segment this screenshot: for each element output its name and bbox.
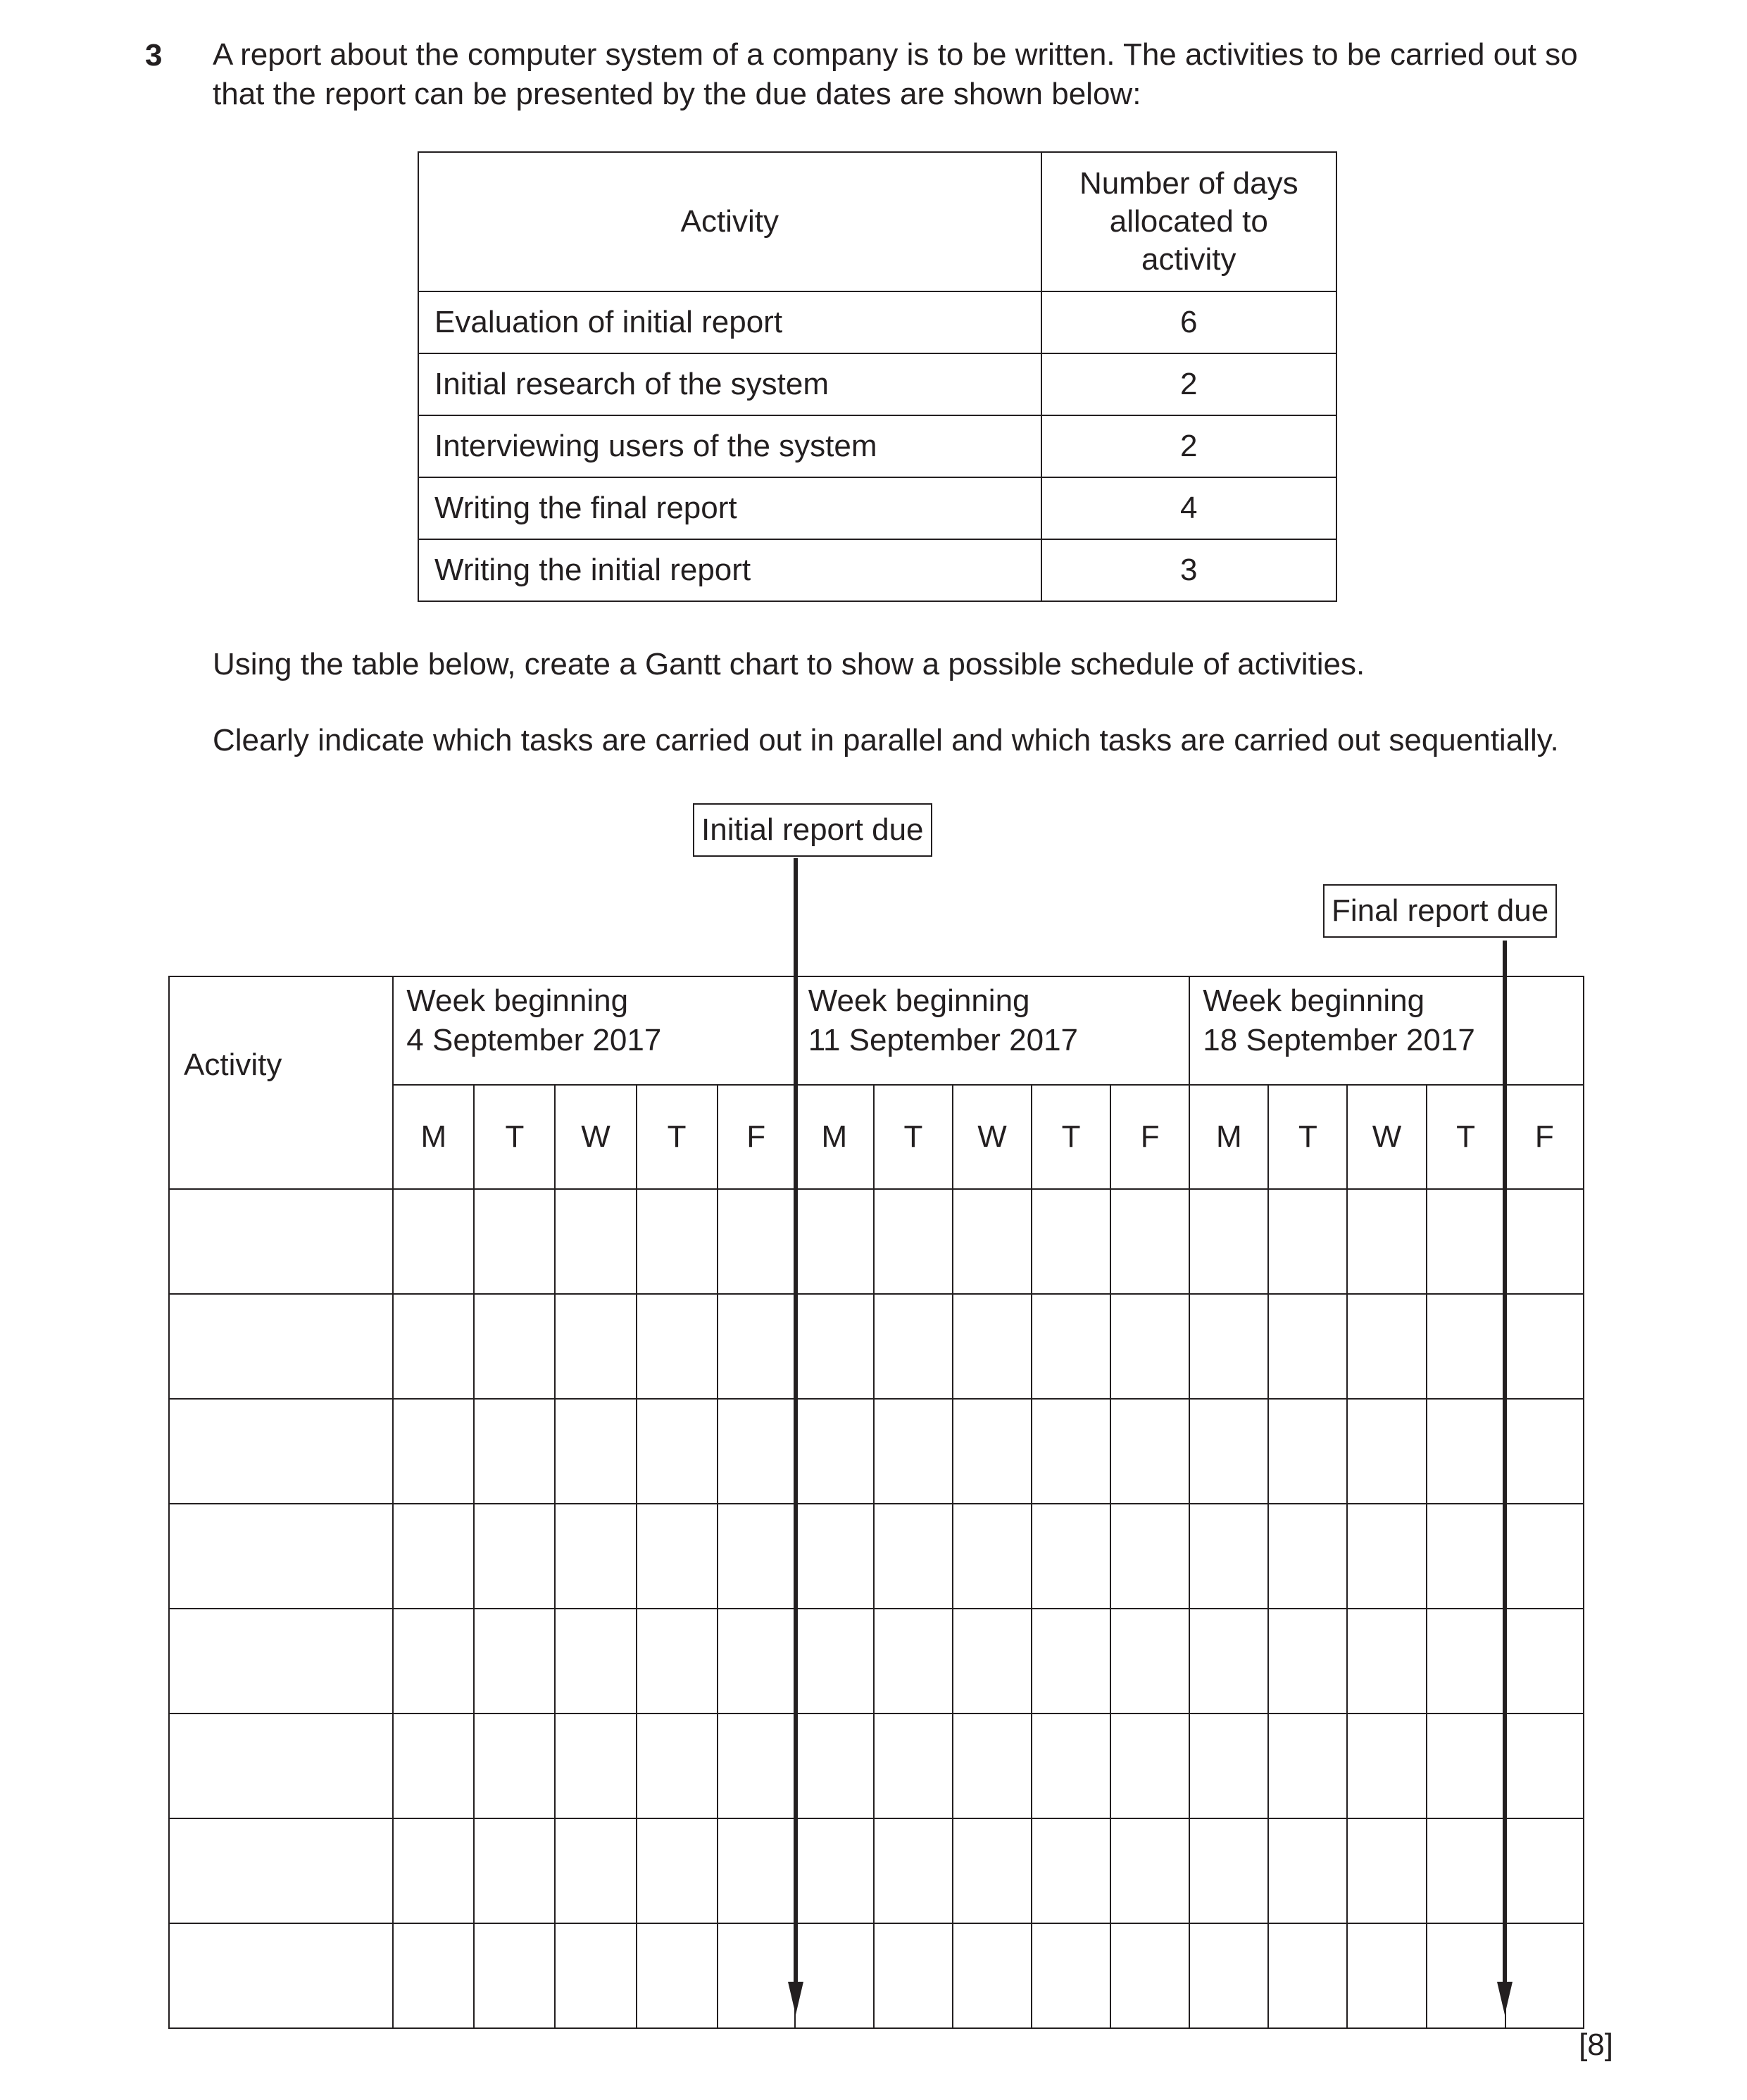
activity-name: Evaluation of initial report [418,291,1041,353]
week-label: Week beginning [406,983,629,1018]
day-header: T [1268,1085,1347,1189]
activity-days: 4 [1041,477,1336,539]
question-number: 3 [145,38,163,73]
activity-name: Writing the final report [418,477,1041,539]
week-label: Week beginning [808,983,1030,1018]
days-header-line-2: allocated to [1109,204,1268,239]
initial-report-due-label: Initial report due [693,803,932,857]
activity-name: Interviewing users of the system [418,415,1041,477]
day-header: M [393,1085,474,1189]
day-header: T [1427,1085,1505,1189]
days-header-line-1: Number of days [1079,166,1298,201]
day-header: F [1110,1085,1189,1189]
activity-days: 2 [1041,415,1336,477]
week-date: 18 September 2017 [1203,1023,1475,1057]
day-header: W [555,1085,636,1189]
instruction-parallel: Clearly indicate which tasks are carried out in parallel and which tasks are carried out sequentially. [213,723,1559,757]
gantt-activity-header: Activity [169,976,393,1189]
day-header: F [718,1085,795,1189]
activity-days: 6 [1041,291,1336,353]
activity-days: 3 [1041,539,1336,601]
day-header: T [474,1085,555,1189]
day-header: M [795,1085,874,1189]
question-intro: A report about the computer system of a company is to be written. The activities to be carried out so that the report can be presented by the due dates are shown below: [213,37,1578,111]
final-report-due-label: Final report due [1323,884,1557,938]
activity-name: Initial research of the system [418,353,1041,415]
instruction-gantt: Using the table below, create a Gantt chart to show a possible schedule of activities. [213,647,1365,681]
activity-days: 2 [1041,353,1336,415]
week-date: 11 September 2017 [808,1023,1079,1057]
day-header: T [874,1085,953,1189]
week-label: Week beginning [1203,983,1425,1018]
day-header: F [1505,1085,1584,1189]
week-date: 4 September 2017 [406,1023,662,1057]
initial-due-arrow [788,858,803,2015]
day-header: W [953,1085,1032,1189]
final-due-arrow [1497,941,1513,2015]
activity-name: Writing the initial report [418,539,1041,601]
day-header: T [637,1085,718,1189]
days-header-line-3: activity [1141,242,1236,277]
activity-column-header: Activity [418,152,1041,291]
day-header: T [1032,1085,1110,1189]
marks-label: [8] [1579,2027,1613,2062]
day-header: W [1347,1085,1426,1189]
day-header: M [1189,1085,1268,1189]
